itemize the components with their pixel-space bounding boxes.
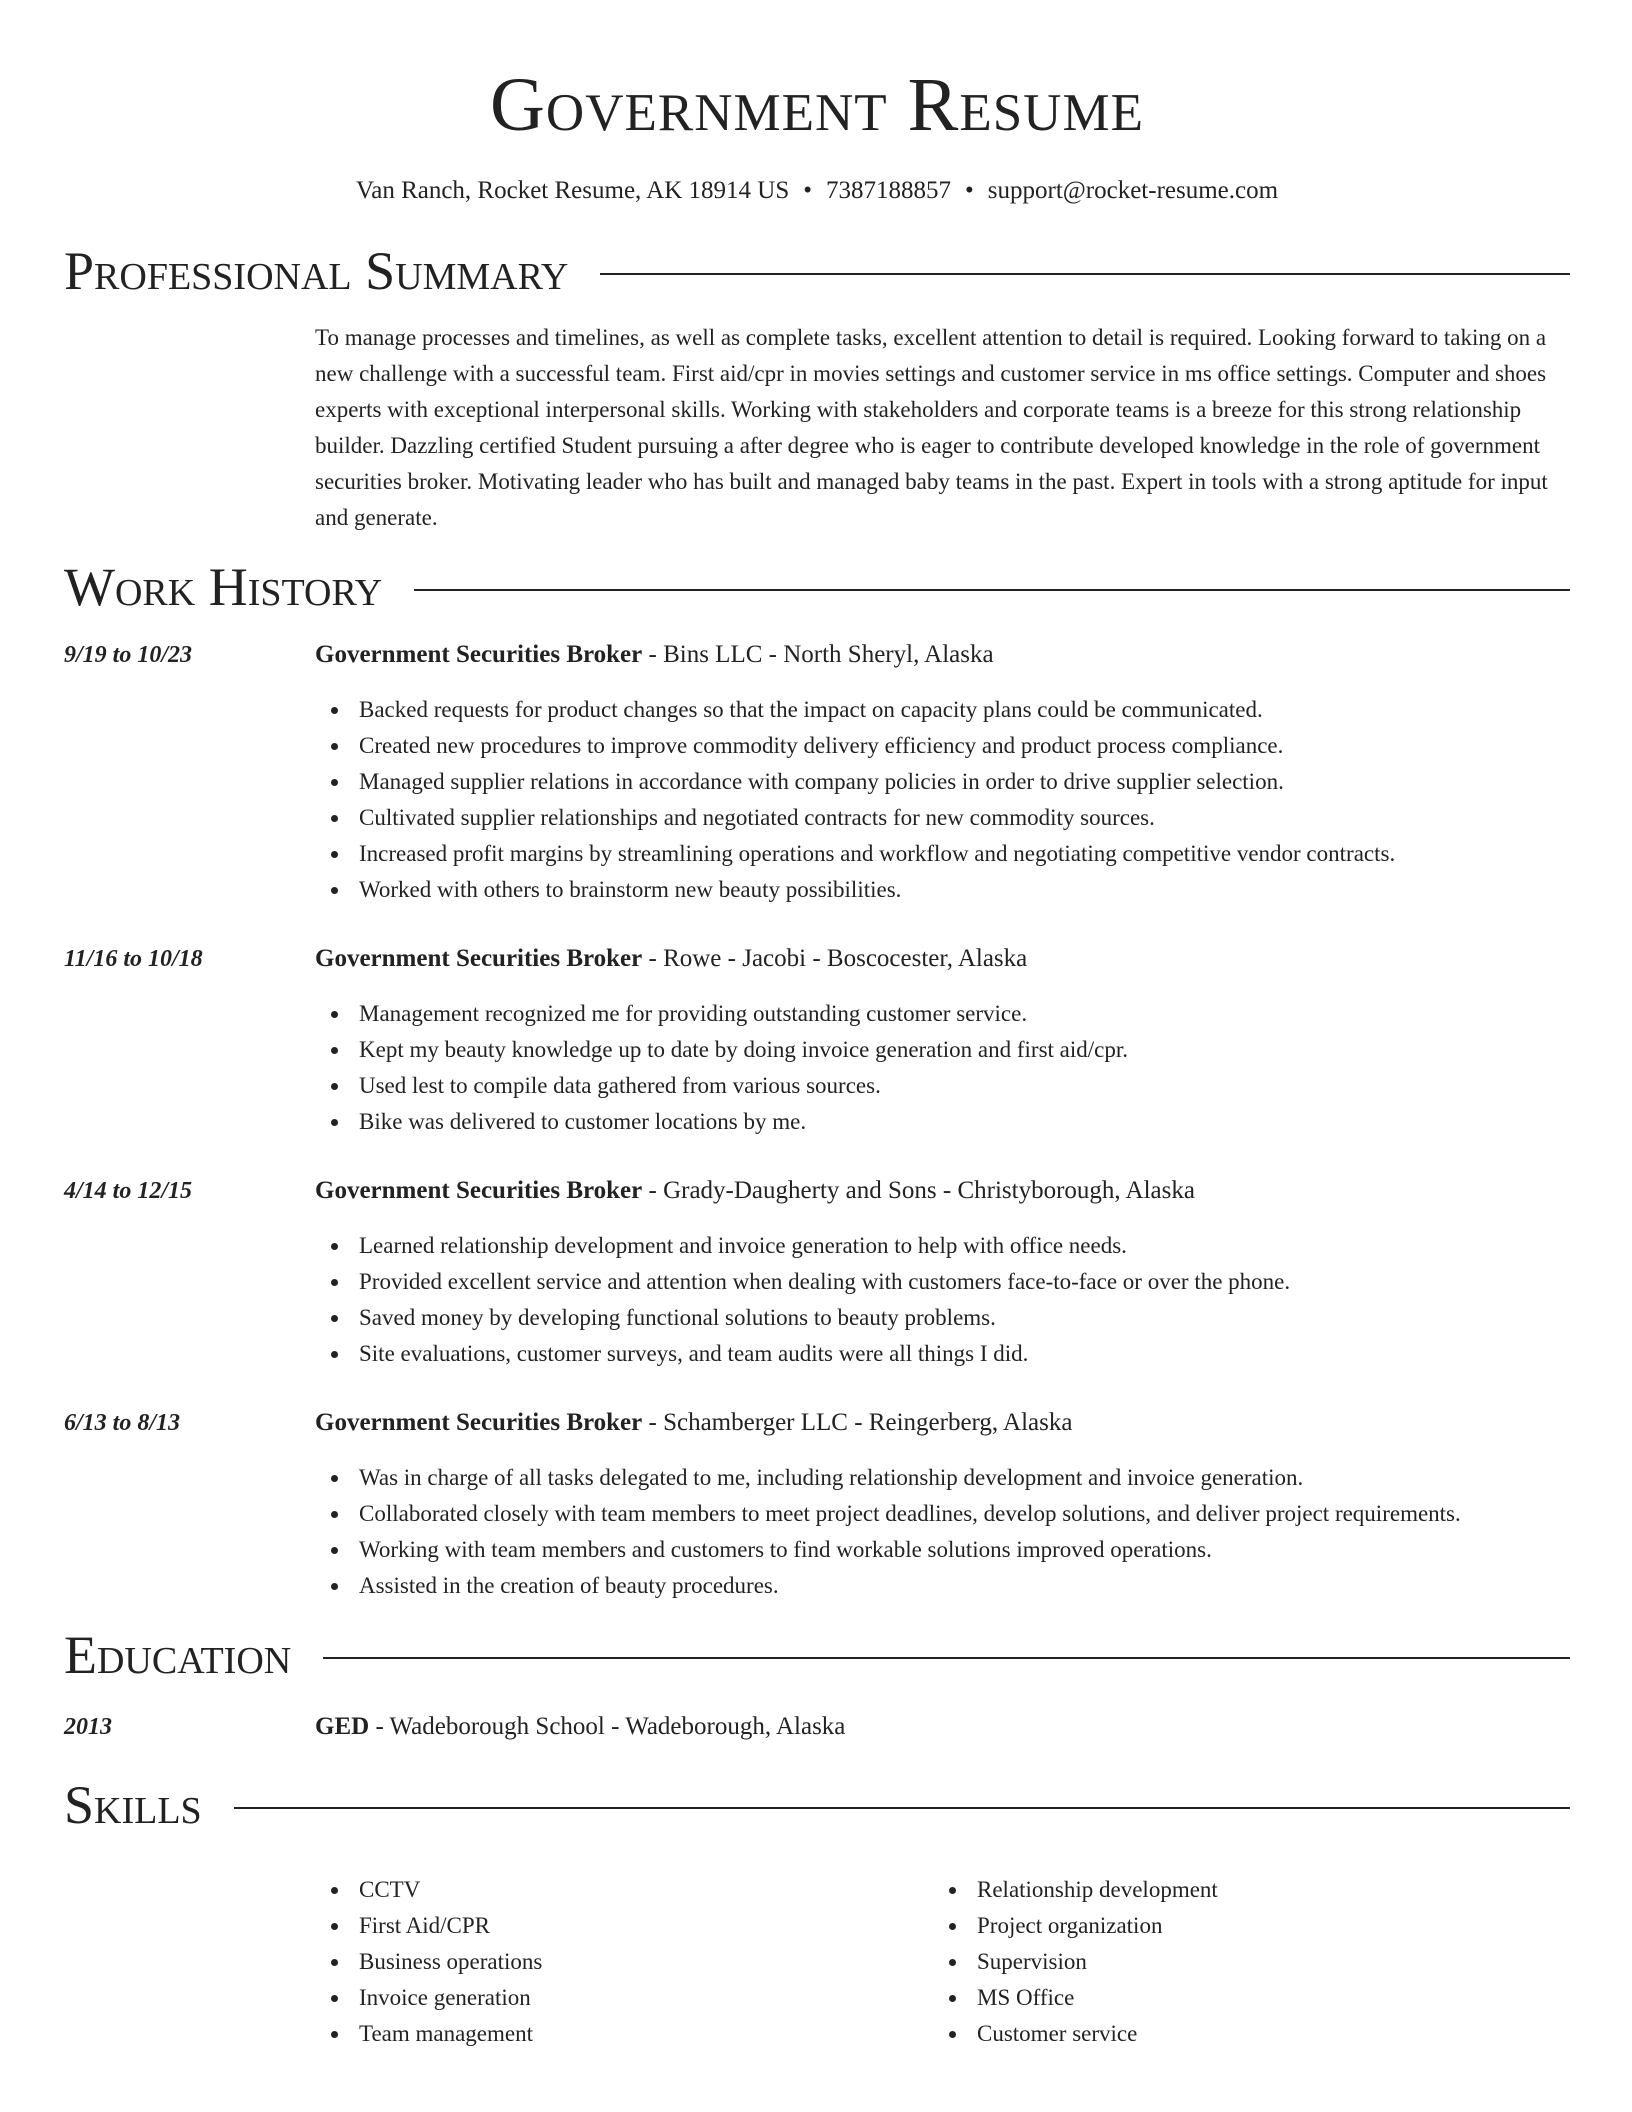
job-bullet: Cultivated supplier relationships and negotiated contracts for new commodity sources. bbox=[359, 800, 1570, 836]
summary-heading-text: Professional Summary bbox=[64, 241, 569, 301]
skill-item: Invoice generation bbox=[359, 1980, 933, 2016]
section-divider bbox=[414, 589, 1570, 591]
section-divider bbox=[234, 1807, 1570, 1809]
job-bullet: Increased profit margins by streamlining operations and workflow and negotiating competitive vendor contracts. bbox=[359, 836, 1570, 872]
job-bullet: Managed supplier relations in accordance with company policies in order to drive supplier selection. bbox=[359, 764, 1570, 800]
skills-heading bbox=[64, 1772, 1570, 1838]
skill-item: Business operations bbox=[359, 1944, 933, 1980]
job-bullet: Working with team members and customers to find workable solutions improved operations. bbox=[359, 1532, 1570, 1568]
job-bullets bbox=[315, 1228, 1570, 1372]
job-bullet: Worked with others to brainstorm new beauty possibilities. bbox=[359, 872, 1570, 908]
job-header bbox=[315, 942, 1570, 976]
job-bullets bbox=[315, 1460, 1570, 1604]
skills-grid bbox=[315, 1872, 1570, 2052]
job-bullet: Provided excellent service and attention when dealing with customers face-to-face or over the phone. bbox=[359, 1264, 1570, 1300]
skill-item: CCTV bbox=[359, 1872, 933, 1908]
job-entry bbox=[64, 942, 1570, 1140]
job-bullet: Saved money by developing functional solutions to beauty problems. bbox=[359, 1300, 1570, 1336]
job-header bbox=[315, 1406, 1570, 1440]
skills-column-right bbox=[933, 1872, 1551, 2052]
job-bullet: Bike was delivered to customer locations by me. bbox=[359, 1104, 1570, 1140]
work-history-heading bbox=[64, 554, 1570, 620]
job-bullet: Created new procedures to improve commodity delivery efficiency and product process compliance. bbox=[359, 728, 1570, 764]
job-bullet: Management recognized me for providing outstanding customer service. bbox=[359, 996, 1570, 1032]
job-role: Government Securities Broker bbox=[315, 641, 643, 668]
job-role: Government Securities Broker bbox=[315, 1409, 643, 1436]
skill-item: Supervision bbox=[977, 1944, 1551, 1980]
job-entry bbox=[64, 1174, 1570, 1372]
job-details: - Schamberger LLC - Reingerberg, Alaska bbox=[642, 1409, 1073, 1436]
job-bullet: Used lest to compile data gathered from various sources. bbox=[359, 1068, 1570, 1104]
contact-line bbox=[64, 174, 1570, 208]
resume-title: Government Resume bbox=[490, 63, 1144, 147]
job-details: - Grady-Daugherty and Sons - Christyborough, Alaska bbox=[642, 1177, 1195, 1204]
summary-text: To manage processes and timelines, as well as complete tasks, excellent attention to detail is required. Looking forward to taking on a new challenge with a successful team. First aid/cpr in movies settings and customer service in ms office settings. Computer and shoes experts with exceptional interpersonal skills. Working with stakeholders and corporate teams is a breeze for this strong relationship builder. Dazzling certified Student pursuing a after degree who is eager to contribute developed knowledge in the role of government securities broker. Motivating leader who has built and managed baby teams in the past. Expert in tools with a strong aptitude for input and generate. bbox=[315, 325, 1548, 530]
skills-section bbox=[64, 1772, 1570, 2052]
education-heading bbox=[64, 1622, 1570, 1688]
section-divider bbox=[323, 1657, 1570, 1659]
job-bullet: Kept my beauty knowledge up to date by doing invoice generation and first aid/cpr. bbox=[359, 1032, 1570, 1068]
skills-column-left bbox=[315, 1872, 933, 2052]
skill-item: Customer service bbox=[977, 2016, 1551, 2052]
work-history-section bbox=[64, 554, 1570, 1604]
skill-item: First Aid/CPR bbox=[359, 1908, 933, 1944]
contact-separator: • bbox=[803, 177, 812, 204]
education-degree: GED bbox=[315, 1713, 370, 1740]
contact-email: support@rocket-resume.com bbox=[987, 177, 1279, 204]
job-details: - Rowe - Jacobi - Boscocester, Alaska bbox=[642, 945, 1028, 972]
education-details: - Wadeborough School - Wadeborough, Alaska bbox=[369, 1713, 846, 1740]
job-bullets bbox=[315, 996, 1570, 1140]
skill-item: Project organization bbox=[977, 1908, 1551, 1944]
contact-phone: 7387188857 bbox=[826, 177, 951, 204]
job-bullet: Collaborated closely with team members to meet project deadlines, develop solutions, and deliver project requirements. bbox=[359, 1496, 1570, 1532]
contact-separator: • bbox=[965, 177, 974, 204]
job-dates: 4/14 to 12/15 bbox=[64, 1178, 193, 1204]
job-entry bbox=[64, 1406, 1570, 1604]
job-details: - Bins LLC - North Sheryl, Alaska bbox=[642, 641, 994, 668]
job-bullets bbox=[315, 692, 1570, 908]
education-header bbox=[315, 1710, 1570, 1744]
summary-section bbox=[64, 238, 1570, 536]
job-bullet: Site evaluations, customer surveys, and team audits were all things I did. bbox=[359, 1336, 1570, 1372]
section-divider bbox=[600, 273, 1570, 275]
education-heading-text: Education bbox=[64, 1625, 292, 1685]
work-history-heading-text: Work History bbox=[64, 557, 383, 617]
job-header bbox=[315, 1174, 1570, 1208]
education-section bbox=[64, 1622, 1570, 1744]
job-role: Government Securities Broker bbox=[315, 945, 643, 972]
contact-address: Van Ranch, Rocket Resume, AK 18914 US bbox=[355, 177, 790, 204]
resume-page bbox=[64, 0, 1570, 2052]
job-dates: 6/13 to 8/13 bbox=[64, 1410, 181, 1436]
skills-heading-text: Skills bbox=[64, 1775, 202, 1835]
skill-item: Relationship development bbox=[977, 1872, 1551, 1908]
job-bullet: Backed requests for product changes so that the impact on capacity plans could be communicated. bbox=[359, 692, 1570, 728]
job-dates: 11/16 to 10/18 bbox=[64, 946, 203, 972]
education-entry bbox=[64, 1710, 1570, 1744]
job-dates: 9/19 to 10/23 bbox=[64, 642, 193, 668]
skill-item: Team management bbox=[359, 2016, 933, 2052]
job-entry bbox=[64, 638, 1570, 908]
job-bullet: Learned relationship development and invoice generation to help with office needs. bbox=[359, 1228, 1570, 1264]
skill-item: MS Office bbox=[977, 1980, 1551, 2016]
job-bullet: Was in charge of all tasks delegated to me, including relationship development and invoice generation. bbox=[359, 1460, 1570, 1496]
job-header bbox=[315, 638, 1570, 672]
job-role: Government Securities Broker bbox=[315, 1177, 643, 1204]
education-year: 2013 bbox=[64, 1714, 112, 1740]
job-bullet: Assisted in the creation of beauty procedures. bbox=[359, 1568, 1570, 1604]
summary-heading bbox=[64, 238, 1570, 304]
